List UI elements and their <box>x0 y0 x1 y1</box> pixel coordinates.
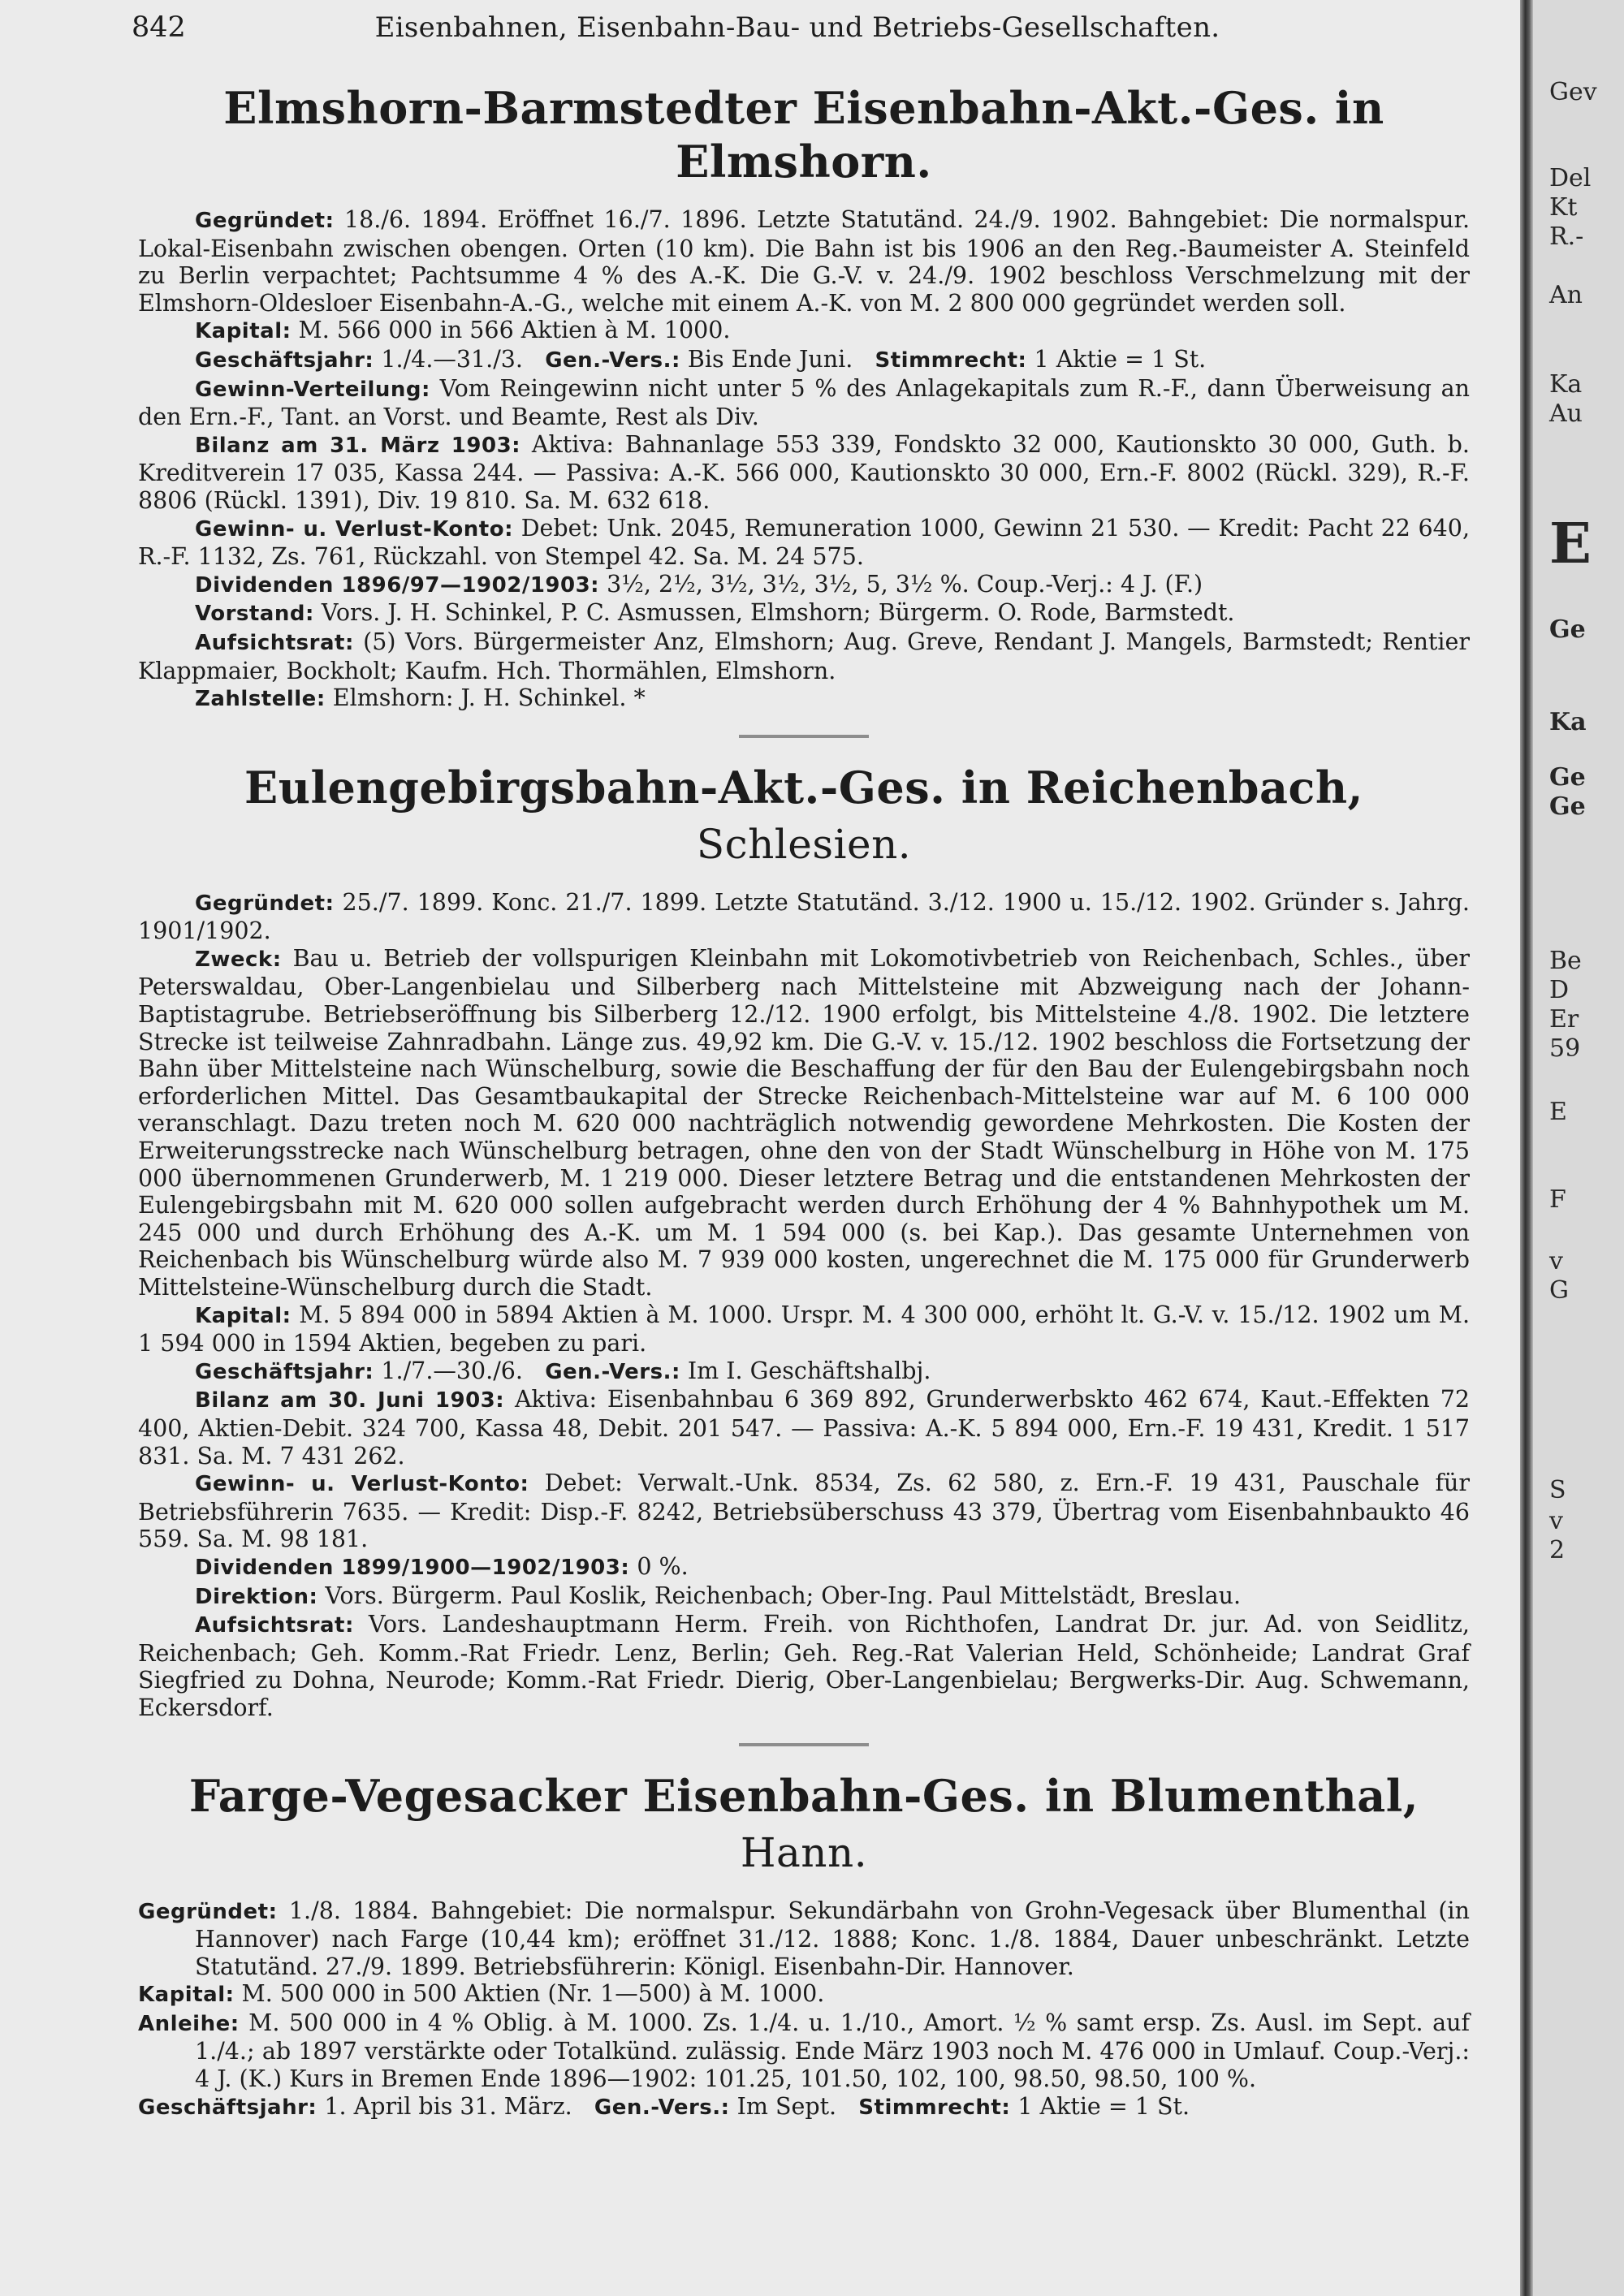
entry-kapital: Kapital: M. 566 000 in 566 Aktien à M. 1000. <box>195 317 731 344</box>
firm-title: Eulengebirgsbahn-Akt.-Ges. in Reichenbach, Schlesien. <box>244 761 1363 868</box>
firm-location: Schlesien. <box>696 820 912 868</box>
running-title: Eisenbahnen, Eisenbahn-Bau- und Betriebs-Gesellschaften. <box>374 11 1220 44</box>
fragment: Au <box>1549 399 1583 428</box>
fragment: v <box>1549 1507 1563 1535</box>
fragment: 2 <box>1549 1536 1566 1564</box>
book-spine <box>1520 0 1533 2296</box>
fragment: Gev <box>1549 78 1597 106</box>
entry-aufsichtsrat: Aufsichtsrat: (5) Vors. Bürgermeister Anz, Elmshorn; Aug. Greve, Rendant J. Mangels, Barmstedt; Rentier Klappmaier, Bockholt; Kaufm. Hch. Thormählen, Elmshorn. <box>138 628 1470 684</box>
entry-dividenden: Dividenden 1896/97—1902/1903: 3½, 2½, 3½, 3½, 3½, 5, 3½ %. Coup.-Verj.: 4 J. (F.) <box>195 570 1203 598</box>
entry-gegruendet: Gegründet: 1./8. 1884. Bahngebiet: Die normalspur. Sekundärbahn von Grohn-Vegesack über Blumenthal (in Hannover) nach Farge (10,44 km); eröffnet 31./12. 1888; Konc. 1./8. 1884, Dauer unbeschränkt. Letzte Statutänd. 27./9. 1899. Betriebsführerin: Königl. Eisenbahn-Dir. Hannover. <box>138 1897 1470 1980</box>
fragment: Del <box>1549 164 1592 192</box>
entry-zweck: Zweck: Bau u. Betrieb der vollspurigen Kleinbahn mit Lokomotivbetrieb von Reichenbach, Schles., über Peterswaldau, Ober-Langenbielau und Silberberg nach Mittelsteine mit Abzweigung nach der Johann-Baptistagrube. Betriebseröffnung bis Silberberg 12./12. 1900 erfolgt, bis Mittelsteine 4./8. 1902. Die letztere Strecke ist teilweise Zahnradbahn. Länge zus. 49,92 km. Die G.-V. v. 15./12. 1902 beschloss die Fortsetzung der Bahn über Mittelsteine nach Wünschelburg, sowie die Beschaffung der für den Bau der Eulengebirgsbahn noch erforderlichen Mittel. Das Gesamtbaukapital der Strecke Reichenbach-Mittelsteine war auf M. 6 100 000 veranschlagt. Dazu treten noch M. 620 000 nachträglich notwendig gewordene Mehrkosten. Die Kosten der Erweiterungsstrecke nach Wünschelburg betragen, ohne den von der Stadt Wünschelburg in Höhe von M. 175 000 übernommenen Grunderwerb, M. 1 219 000. Dieser letztere Betrag und die entstandenen Mehrkosten der Eulengebirgsbahn mit M. 620 000 sollen aufgebracht werden durch Erhöhung der 4 % Bahnhypothek um M. 245 000 und durch Erhöhung des A.-K. um M. 1 594 000 (s. bei Kap.). Das gesamte Unternehmen von Reichenbach bis Wünschelburg würde also M. 7 939 000 kosten, ungerechnet die M. 175 000 für Grunderwerb Mittelsteine-Wünschelburg durch die Stadt. <box>138 944 1470 1301</box>
firm-title: Farge-Vegesacker Eisenbahn-Ges. in Blumenthal, Hann. <box>188 1769 1419 1876</box>
fragment: Be <box>1549 947 1582 975</box>
fragment: E <box>1549 511 1592 576</box>
fragment: Er <box>1549 1005 1579 1034</box>
fragment: Ge <box>1549 615 1586 644</box>
page-number: 842 <box>132 11 186 44</box>
entry-bilanz: Bilanz am 31. März 1903: Aktiva: Bahnanlage 553 339, Fondskto 32 000, Kautionskto 30 000, Guth. b. Kreditverein 17 035, Kassa 244. — Passiva: A.-K. 566 000, Kautionskto 30 000, Ern.-F. 8002 (Rückl. 329), R.-F. 8806 (Rückl. 1391), Div. 19 810. Sa. M. 632 618. <box>138 430 1470 514</box>
fragment: Ka <box>1549 370 1583 399</box>
firm-location: Hann. <box>740 1828 868 1876</box>
entry-gegruendet: Gegründet: 25./7. 1899. Konc. 21./7. 1899. Letzte Statutänd. 3./12. 1900 u. 15./12. 1902. Gründer s. Jahrg. 1901/1902. <box>138 888 1470 945</box>
fragment: S <box>1549 1476 1566 1504</box>
fragment: Ka <box>1549 708 1587 736</box>
entry-dividenden: Dividenden 1899/1900—1902/1903: 0 %. <box>195 1552 689 1580</box>
fragment: E <box>1549 1098 1567 1126</box>
entry-kapital: Kapital: M. 500 000 in 500 Aktien (Nr. 1—500) à M. 1000. <box>138 1980 825 2008</box>
section-separator <box>739 735 869 738</box>
fragment: An <box>1549 281 1583 309</box>
entry-anleihe: Anleihe: M. 500 000 in 4 % Oblig. à M. 1000. Zs. 1./4. u. 1./10., Amort. ½ % samt ersp. Zs. Ausl. im Sept. auf 1./4.; ab 1897 verstärkte oder Totalkünd. zulässig. Ende März 1903 noch M. 476 000 in Umlauf. Coup.-Verj.: 4 J. (K.) Kurs in Bremen Ende 1896—1902: 101.25, 101.50, 102, 100, 98.50, 98.50, 100 %. <box>138 2009 1470 2093</box>
fragment: 59 <box>1549 1034 1581 1063</box>
section-separator <box>739 1743 869 1746</box>
entry-gewinn-verlust: Gewinn- u. Verlust-Konto: Debet: Verwalt.-Unk. 8534, Zs. 62 580, z. Ern.-F. 19 431, Pauschale für Betriebsführerin 7635. — Kredit: Disp.-F. 8242, Betriebsüberschuss 43 379, Übertrag vom Eisenbahnbaukto 46 559. Sa. M. 98 181. <box>138 1470 1470 1553</box>
entry-geschaeftsjahr: Geschäftsjahr: 1. April bis 31. März. Gen.-Vers.: Im Sept. Stimmrecht: 1 Aktie = 1 St. <box>138 2092 1190 2120</box>
adjacent-page-edge <box>1533 0 1624 2296</box>
entry-gewinn-verteilung: Gewinn-Verteilung: Vom Reingewinn nicht unter 5 % des Anlagekapitals zum R.-F., dann Überweisung an den Ern.-F., Tant. an Vorst. und Beamte, Rest als Div. <box>138 374 1470 431</box>
firm-farge-vegesacker <box>138 1769 1470 2122</box>
fragment: Kt <box>1549 193 1578 222</box>
fragment: Ge <box>1549 792 1586 821</box>
page-content <box>138 81 1470 2121</box>
fragment: Ge <box>1549 763 1586 792</box>
entry-direktion: Direktion: Vors. Bürgerm. Paul Koslik, Reichenbach; Ober-Ing. Paul Mittelstädt, Breslau. <box>195 1582 1242 1609</box>
fragment: D <box>1549 976 1570 1004</box>
entry-bilanz: Bilanz am 30. Juni 1903: Aktiva: Eisenbahnbau 6 369 892, Grunderwerbskto 462 674, Kaut.-Effekten 72 400, Aktien-Debit. 324 700, Kassa 48, Debit. 201 547. — Passiva: A.-K. 5 894 000, Ern.-F. 19 431, Kredit. 1 517 831. Sa. M. 7 431 262. <box>138 1386 1470 1470</box>
entry-geschaeftsjahr: Geschäftsjahr: 1./7.—30./6. Gen.-Vers.: Im I. Geschäftshalbj. <box>195 1357 931 1384</box>
fragment: G <box>1549 1276 1569 1305</box>
entry-vorstand: Vorstand: Vors. J. H. Schinkel, P. C. Asmussen, Elmshorn; Bürgerm. O. Rode, Barmstedt. <box>195 599 1235 627</box>
firm-elmshorn-barmstedt <box>138 81 1470 714</box>
entry-gegruendet: Gegründet: 18./6. 1894. Eröffnet 16./7. 1896. Letzte Statutänd. 24./9. 1902. Bahngebiet: Die normalspur. Lokal-Eisenbahn zwischen obengen. Orten (10 km). Die Bahn ist bis 1906 an den Reg.-Baumeister A. Steinfeld zu Berlin verpachtet; Pachtsumme 4 % des A.-K. Die G.-V. v. 24./9. 1902 beschloss Verschmelzung mit der Elmshorn-Oldesloer Eisenbahn-A.-G., welche mit einem A.-K. von M. 2 800 000 gegründet werden soll. <box>138 206 1470 317</box>
fragment: v <box>1549 1247 1563 1275</box>
entry-gewinn-verlust: Gewinn- u. Verlust-Konto: Debet: Unk. 2045, Remuneration 1000, Gewinn 21 530. — Kredit: Pacht 22 640, R.-F. 1132, Zs. 761, Rückzahl. von Stempel 42. Sa. M. 24 575. <box>138 514 1471 571</box>
firm-title: Elmshorn-Barmstedter Eisenbahn-Akt.-Ges. in Elmshorn. <box>223 82 1384 188</box>
entry-geschaeftsjahr: Geschäftsjahr: 1./4.—31./3. Gen.-Vers.: Bis Ende Juni. Stimmrecht: 1 Aktie = 1 St. <box>195 345 1207 373</box>
fragment: F <box>1549 1185 1566 1214</box>
entry-zahlstelle: Zahlstelle: Elmshorn: J. H. Schinkel. * <box>195 684 646 712</box>
running-head <box>132 11 1463 54</box>
fragment: R.- <box>1549 222 1584 251</box>
entry-aufsichtsrat: Aufsichtsrat: Vors. Landeshauptmann Herm. Freih. von Richthofen, Landrat Dr. jur. Ad. von Seidlitz, Reichenbach; Geh. Komm.-Rat Friedr. Lenz, Berlin; Geh. Reg.-Rat Valerian Held, Schönheide; Landrat Graf Siegfried zu Dohna, Neurode; Komm.-Rat Friedr. Dierig, Ober-Langenbielau; Bergwerks-Dir. Aug. Schwemann, Eckersdorf. <box>138 1611 1470 1721</box>
entry-kapital: Kapital: M. 5 894 000 in 5894 Aktien à M. 1000. Urspr. M. 4 300 000, erhöht lt. G.-V. v. 15./12. 1902 um M. 1 594 000 in 1594 Aktien, begeben zu pari. <box>138 1301 1470 1357</box>
firm-eulengebirgsbahn <box>138 761 1470 1722</box>
